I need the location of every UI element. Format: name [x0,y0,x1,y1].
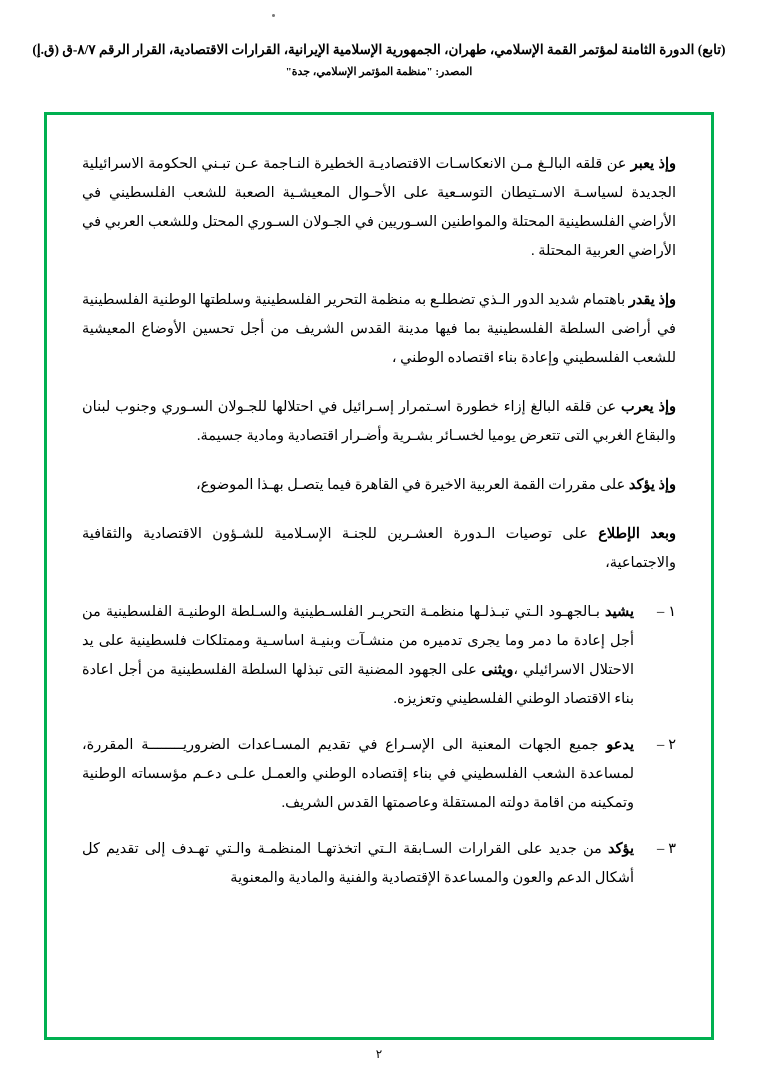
list-item-lead: يشيد [605,604,634,620]
list-item-body: من جديد على القرارات السـابقة الـتي اتخذتهـا المنظمـة والـتي تهـدف إلى تقديم كل أشكال الدعم والعون والمساعدة الإقتصادية والفنية والمادية والمعنوية [82,841,634,886]
paragraph [82,520,676,578]
paragraph [82,286,676,373]
paragraph-text: على توصيات الـدورة العشـرين للجنـة الإسـلامية للشـؤون الاقتصادية والثقافية والاجتماعية، [82,526,676,571]
paragraph-text: باهتمام شديد الدور الـذي تضطلـع به منظمة التحرير الفلسطينية وسلطتها الوطنية الفلسطينية في أراضى السلطة الفلسطينية بما فيها مدينة القدس الشريف من أجل تحسين الأوضاع المعيشية للشعب الفلسطيني وإعادة بناء اقتصاده الوطني ، [82,292,676,366]
paragraph-lead: وإذ يؤكد [628,477,676,493]
paragraph [82,393,676,451]
list-item-body-secondary: على الجهود المضنية التى تبذلها السلطة الفلسطينية من أجل اعادة بناء الاقتصاد الوطني الفلسطيني وتعزيزه. [82,662,634,707]
list-item-body: بـالجهـود الـتي تبـذلـها منظمـة التحريـر الفلسـطينية والسـلطة الوطنيـة الفلسطينية من أجل إعادة ما دمر وما يجرى تدميره من منشـآت وبنيـة اساسـية وممتلكات فلسطينية على يد الاحتلال الاسرائيلي ، [82,604,635,678]
list-item-number [634,598,676,714]
list-item-lead-secondary: ويثنى [481,662,514,678]
list-item-index: ١ [668,604,676,620]
list-item-text [82,835,634,893]
list-item-text [82,731,634,818]
paragraph-block [82,471,676,500]
paragraph-block [82,520,676,578]
list-item [82,598,676,714]
list-item-lead: يؤكد [607,841,634,857]
list-item [82,731,676,818]
paragraph [82,150,676,266]
list-item-index: ٢ [668,737,676,753]
paragraph-lead: وإذ يقدر [628,292,676,308]
paragraph-text: على مقررات القمة العربية الاخيرة في القاهرة فيما يتصـل بهـذا الموضوع، [196,477,629,493]
paragraph-block [82,393,676,451]
page-top-dot [272,14,275,17]
list-item-dash: – [656,604,665,620]
list-item-dash: – [656,737,665,753]
list-item-index: ٣ [668,841,676,857]
list-item-number [634,835,676,893]
paragraph-lead: وإذ يعبر [630,156,676,172]
header-title: (تابع) الدورة الثامنة لمؤتمر القمة الإسلامي، طهران، الجمهورية الإسلامية الإيرانية، القرارات الاقتصادية، القرار الرقم ٨/٧-ق (ق.إ) [32,42,726,57]
page-header [0,40,758,81]
page-number: ٢ [375,1047,383,1061]
header-source: المصدر: "منظمة المؤتمر الإسلامي، جدة" [285,66,473,79]
paragraph [82,471,676,500]
paragraph-text: عن قلقه البالغ إزاء خطورة اسـتمرار إسـرائيل في احتلالها للجـولان السـوري وجنوب لبنان والبقاع الغربي التى تتعرض يوميا لخسـائر بشـرية وأضـرار اقتصادية ومادية جسيمة. [82,399,676,444]
list-item-text [82,598,634,714]
document-body [82,150,676,910]
list-item-lead: يدعو [606,737,634,753]
paragraph-block [82,150,676,266]
list-item-body: جميع الجهات المعنية الى الإسـراع في تقديم المسـاعدات الضروريــــــــة المقررة، لمساعدة الشعب الفلسطيني في بناء إقتصاده الوطني والعمـل علـى دعـم مؤسساته الوطنية وتمكينه من اقامة دولته المستقلة وعاصمتها القدس الشريف. [82,737,634,811]
list-item [82,835,676,893]
paragraph-text: عن قلقه البالـغ مـن الانعكاسـات الاقتصاديـة الخطيرة النـاجمة عـن تبـني الحكومة الاسرائيلية الجديدة لسياسـة الاسـتيطان التوسـعية على الأحـوال المعيشـية الصعبة للشعب الفلسطيني في الأراضي الفلسطينية المحتلة والمواطنين السـوريين في الجـولان السـوري المحتل وللشعب العربي في الأراضي العربية المحتلة . [82,156,676,259]
paragraph-lead: وبعد الإطلاع [598,526,676,542]
page-footer [0,1047,758,1062]
list-item-dash: – [656,841,665,857]
paragraph-lead: وإذ يعرب [620,399,676,415]
paragraph-block [82,286,676,373]
list-item-number [634,731,676,818]
